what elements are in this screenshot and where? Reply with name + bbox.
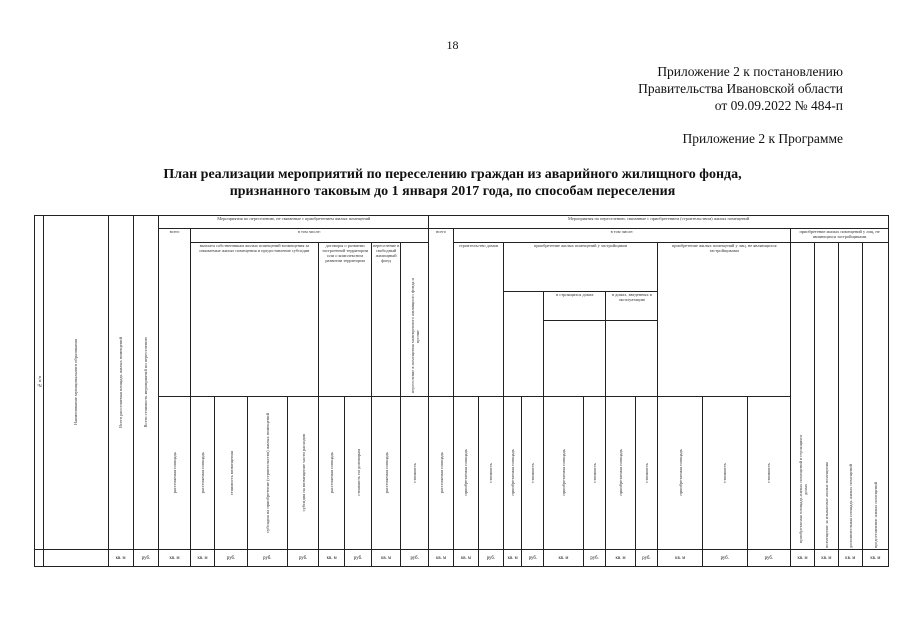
unit-cell: кв. м xyxy=(429,550,454,567)
th-g1-other: переселение в помещения маневренного жилищного фонда и прочие xyxy=(401,243,429,397)
unit-cell: кв. м xyxy=(791,550,815,567)
th-g2-purchase: приобретение жилых помещений у застройщиков xyxy=(503,243,658,291)
th-lower: стоимость xyxy=(583,397,606,550)
th-g2-in-houses: в строящихся домах xyxy=(544,291,606,321)
th-lower: стоимость xyxy=(478,397,503,550)
th-g1-incl: в том числе: xyxy=(190,228,429,243)
th-lower: приобретаемая площадь xyxy=(658,397,703,550)
unit-cell: руб. xyxy=(522,550,544,567)
unit-cell: кв. м xyxy=(658,550,703,567)
th-g2-acquired-area: приобретаемая площадь жилых помещений в строящихся домах xyxy=(791,243,815,550)
th-lower: приобретаемая площадь xyxy=(606,397,635,550)
th-lower: стоимость xyxy=(522,397,544,550)
unit-cell: кв. м xyxy=(190,550,215,567)
unit-cell: кв. м xyxy=(862,550,888,567)
unit-cell: руб. xyxy=(635,550,658,567)
unit-cell: кв. м xyxy=(372,550,401,567)
th-g2-spacer xyxy=(503,291,543,396)
th-g1-total: всего xyxy=(159,228,190,397)
th-lower: приобретаемая площадь xyxy=(544,397,583,550)
th-g2-refund: предоставление жилых помещений xyxy=(862,243,888,550)
unit-cell: кв. м xyxy=(503,550,522,567)
appendix-line: Правительства Ивановской области xyxy=(638,81,843,96)
unit-cell: руб. xyxy=(401,550,429,567)
th-g2-help: дополнительная площадь жилых помещений xyxy=(838,243,862,550)
unit-cell: кв. м xyxy=(838,550,862,567)
unit-cell: кв. м xyxy=(544,550,583,567)
unit-cell: руб. xyxy=(247,550,287,567)
th-g1-contracts: договоры о развитии застроенной территории или о комплексном развитии территории xyxy=(319,243,372,397)
unit-cell: руб. xyxy=(583,550,606,567)
th-g2-construction: строительство домов xyxy=(454,243,504,397)
th-total-cost: Всего стоимость мероприятий по переселению xyxy=(133,216,159,550)
th-lower: стоимость xyxy=(401,397,429,550)
appendix-header xyxy=(638,63,843,114)
th-lower: расселяемая площадь xyxy=(429,397,454,550)
th-lower: стоимость по договорам xyxy=(345,397,372,550)
th-lower: расселяемая площадь xyxy=(159,397,190,550)
th-lower: расселяемая площадь xyxy=(190,397,215,550)
th-municipality: Наименование муниципального образования xyxy=(44,216,108,550)
resettlement-table xyxy=(34,215,889,567)
th-lower: приобретаемая площадь xyxy=(503,397,522,550)
th-lower: стоимость xyxy=(635,397,658,550)
unit-cell xyxy=(35,550,44,567)
unit-cell: кв. м xyxy=(454,550,479,567)
document-title xyxy=(60,166,845,200)
th-g1-payment: выплата собственникам жилых помещений возмещения за изымаемые жилые помещения и предоставление субсидии xyxy=(190,243,319,397)
unit-cell: руб. xyxy=(345,550,372,567)
th-lower: стоимость возмещения xyxy=(215,397,247,550)
appendix-line: Приложение 2 к постановлению xyxy=(657,64,843,79)
th-g2-purchase-persons: приобретение жилых помещений у лиц, не являющихся застройщиками xyxy=(791,228,889,243)
th-lower: расселяемая площадь xyxy=(319,397,345,550)
th-g2-empty-b xyxy=(606,321,658,397)
th-lower: расселяемая площадь xyxy=(372,397,401,550)
title-line: План реализации мероприятий по переселению граждан из аварийного жилищного фонда, xyxy=(163,167,742,182)
th-total-area: Всего расселяемая площадь жилых помещений xyxy=(108,216,133,550)
unit-cell: кв. м xyxy=(814,550,838,567)
unit-cell: руб. xyxy=(288,550,319,567)
th-lower: субсидия на приобретение (строительство) жилых помещений xyxy=(247,397,287,550)
th-lower: стоимость xyxy=(702,397,747,550)
unit-cell: руб. xyxy=(133,550,159,567)
th-g2-in-built: в домах, введенных в эксплуатацию xyxy=(606,291,658,321)
page-number: 18 xyxy=(446,38,459,52)
title-line: признанного таковым до 1 января 2017 года, по способам переселения xyxy=(229,184,676,199)
unit-cell: кв. м xyxy=(319,550,345,567)
appendix-line: от 09.09.2022 № 484-п xyxy=(714,98,843,113)
appendix-program: Приложение 2 к Программе xyxy=(682,131,843,146)
unit-cell: кв. м xyxy=(606,550,635,567)
unit-cell: руб. xyxy=(215,550,247,567)
unit-cell: кв. м xyxy=(108,550,133,567)
unit-cell: руб. xyxy=(702,550,747,567)
unit-cell xyxy=(44,550,108,567)
th-g2-owners-payment: возмещение за изымаемые жилые помещения xyxy=(814,243,838,550)
th-g2-empty-a xyxy=(544,321,606,397)
th-lower: приобретаемая площадь xyxy=(454,397,479,550)
unit-cell: руб. xyxy=(747,550,791,567)
th-num: № п/п xyxy=(35,216,44,550)
th-g2-purchase-persons-2: приобретение жилых помещений у лиц, не являющихся застройщиками xyxy=(658,243,791,397)
th-group-2: Мероприятия по переселению, связанные с приобретением (строительством) жилых помещений xyxy=(429,216,889,229)
unit-cell: кв. м xyxy=(159,550,190,567)
th-group-1: Мероприятия по переселению, не связанные с приобретением жилых помещений xyxy=(159,216,429,229)
th-lower: стоимость xyxy=(747,397,791,550)
th-g2-incl: в том числе: xyxy=(454,228,791,243)
th-lower: субсидия на возмещение части расходов xyxy=(288,397,319,550)
th-g1-resettlement: переселение в свободный жилищный фонд xyxy=(372,243,401,397)
th-g2-total: всего xyxy=(429,228,454,397)
unit-cell: руб. xyxy=(478,550,503,567)
